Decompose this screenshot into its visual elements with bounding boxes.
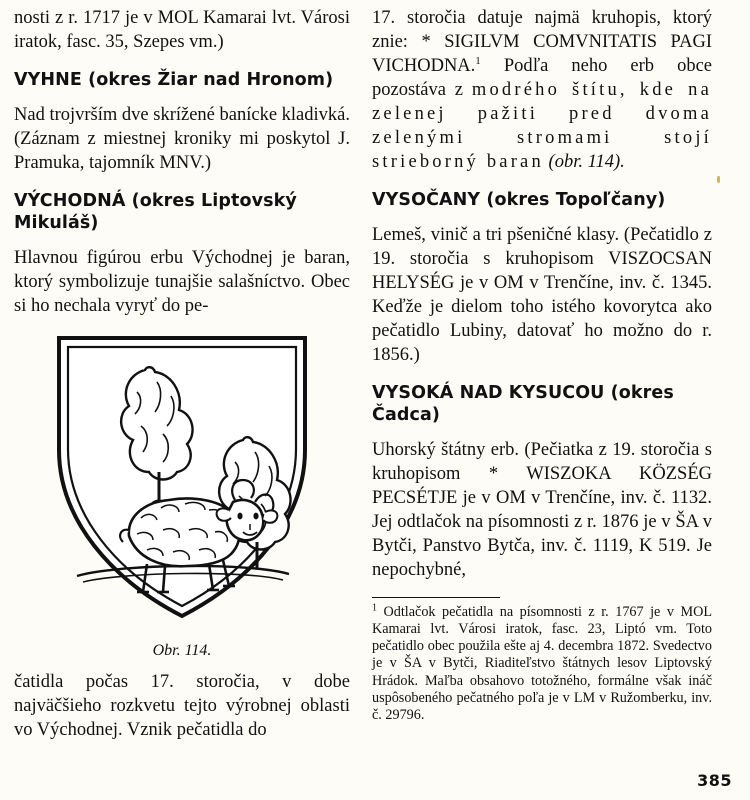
- entry-text-vyhne: Nad trojvrším dve skrížené banícke kladivká. (Záznam z miestnej kroniky mi poskytol J. Pramuka, tajomník MNV.): [14, 104, 350, 174]
- right-continuation-paragraph: [372, 6, 712, 174]
- figure-caption: Obr. 114.: [152, 642, 212, 659]
- footnote-text: [372, 601, 712, 725]
- entry-heading-vysoka-nad-kysucou: VYSOKÁ NAD KYSUCOU (okres Čadca): [372, 383, 674, 426]
- footnote-divider: [372, 597, 500, 598]
- right-continuation-part2: Podľa neho erb obce pozostáva z: [372, 56, 712, 101]
- right-continuation-part3: (obr. 114).: [543, 152, 625, 173]
- entry-text-vysoka-nad-kysucou: Uhorský štátny erb. (Pečiatka z 19. storočia s kruhopisom * WISZOKA KÖZSÉG PECSÉTJE je v OM v Trenčíne, inv. č. 1132. Jej odtlačok na písomnosti z r. 1876 je v ŠA v Bytči, Panstvo Bytča, inv. č. 1119, K 519. Je nepochybné,: [372, 440, 712, 581]
- left-bottom-paragraph: čatidla počas 17. storočia, v dobe najväčšieho rozkvetu tejto výrobnej oblasti vo Východnej. Vznik pečatidla do: [14, 672, 350, 741]
- footnote-body: Odtlačok pečatidla na písomnosti z r. 1767 je v MOL Kamarai lvt. Városi iratok, fasc. 23, Liptó vm. Toto pečatidlo obec použila ešte aj 4. decembra 1872. Svedectvo je v ŠA v Bytči, Riaditeľstvo štátnych lesov Liptovský Hrádok. Maľba obsahovo totožného, formálne však ináč uspôsobeného pečatného poľa je v LM v Ružomberku, inv. č. 29796.: [372, 603, 712, 724]
- left-continuation-paragraph: nosti z r. 1717 je v MOL Kamarai lvt. Városi iratok, fasc. 35, Szepes vm.): [14, 8, 350, 53]
- footnote-marker: 1: [372, 601, 377, 613]
- shield-illustration-svg: [37, 330, 327, 630]
- page-number: 385: [697, 771, 732, 790]
- right-column: [372, 6, 712, 748]
- entry-text-vysocany: Lemeš, vinič a tri pšeničné klasy. (Pečatidlo z 19. storočia s kruhopisom VISZOCSAN HELYSÉG je v OM v Trenčíne, inv. č. 1345. Keďže je dielom toho istého kovorytca ako pečatidlo Lubiny, datovať ho možno do r. 1856.): [372, 225, 712, 366]
- figure-coat-of-arms: [14, 330, 350, 660]
- right-continuation-part1: 17. storočia datuje najmä kruhopis, ktorý znie: * SIGILVM COMVNITATIS PAGI VICHODNA.: [372, 8, 712, 77]
- entry-heading-vychodna: VÝCHODNÁ (okres Liptovský Mikuláš): [14, 191, 297, 233]
- paper-speck: [717, 176, 720, 183]
- two-column-layout: [14, 6, 734, 748]
- entry-heading-vyhne: VYHNE (okres Žiar nad Hronom): [14, 70, 334, 91]
- entry-heading-vysocany: VYSOČANY (okres Topoľčany): [372, 190, 666, 211]
- left-column: [14, 6, 350, 748]
- entry-text-vychodna: Hlavnou figúrou erbu Východnej je baran, ktorý symbolizuje tunajšie salašníctvo. Obec si ho nechala vyryť do pe-: [14, 247, 350, 316]
- footnote-reference-marker: 1: [475, 54, 481, 67]
- right-continuation-spaced-blazon: modrého štítu, kde na zelenej pažiti pred dvoma zelenými stromami stojí strieborný baran: [372, 80, 712, 173]
